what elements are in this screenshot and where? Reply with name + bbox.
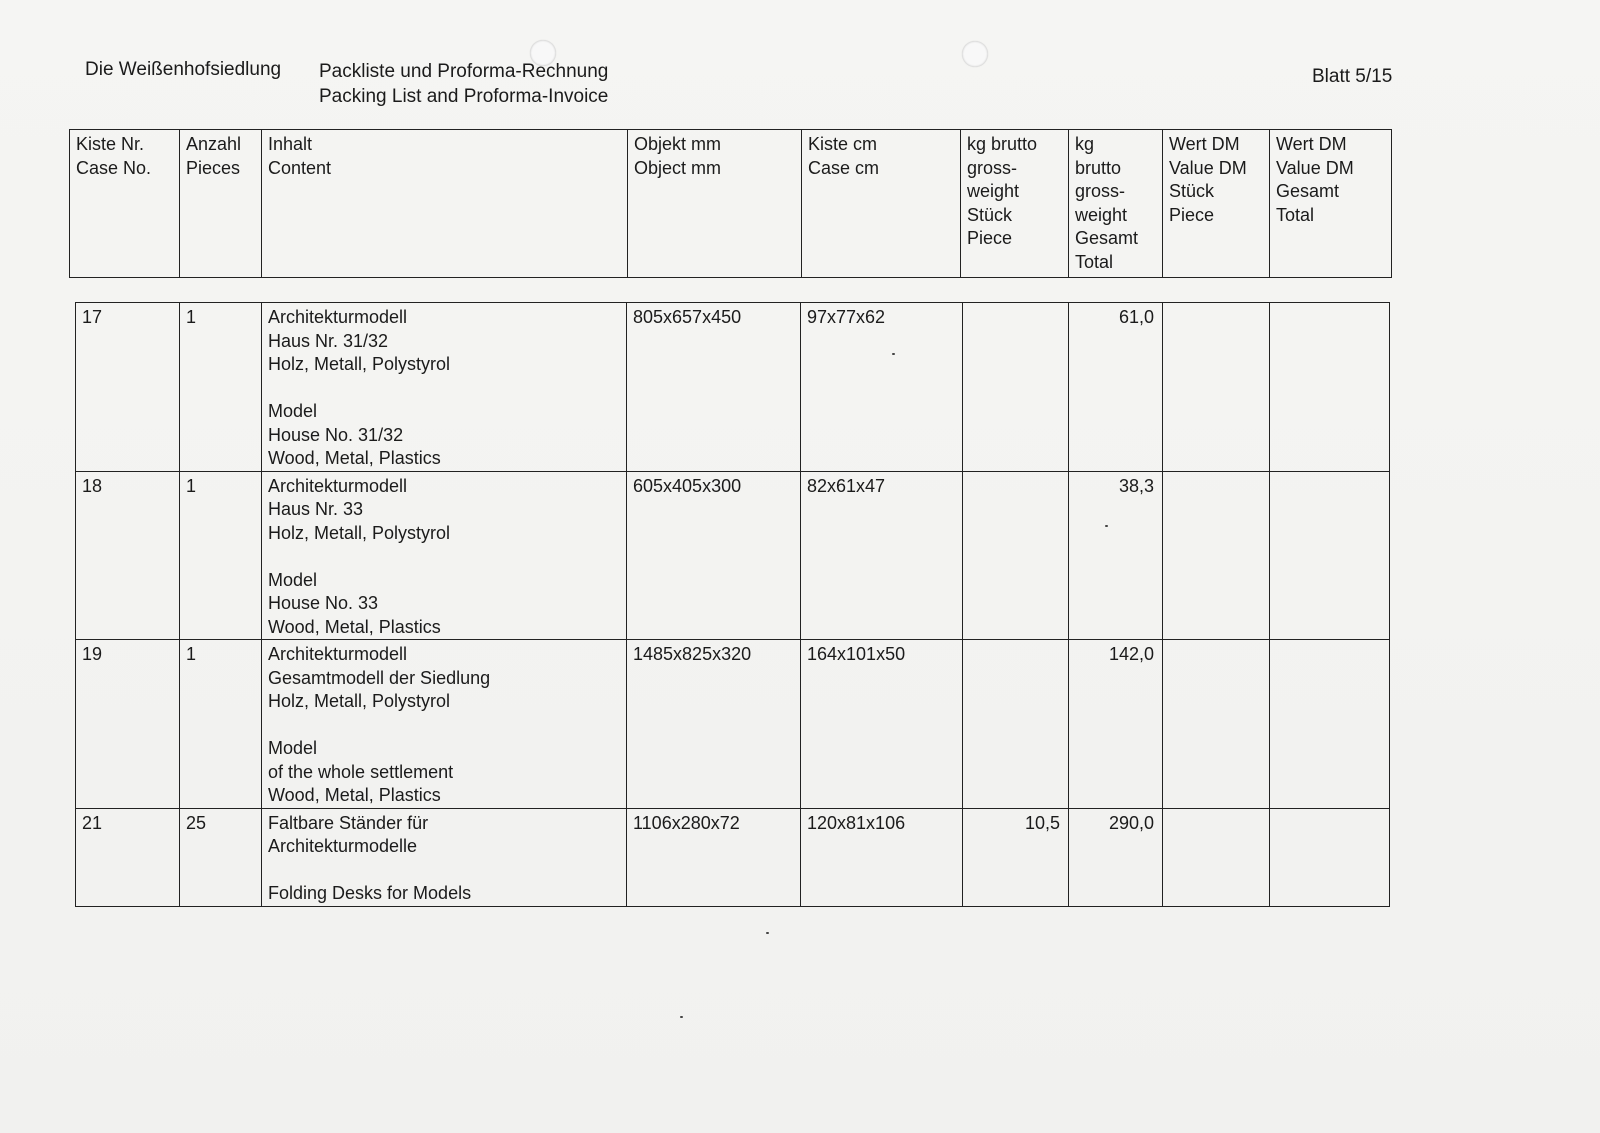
case-cm-cell: 164x101x50 [801, 640, 963, 809]
scan-speck [680, 1016, 683, 1018]
column-header-kg-total: kg brutto gross- weight Gesamt Total [1069, 130, 1163, 278]
case-no-cell: 17 [76, 303, 180, 472]
column-header-content: Inhalt Content [262, 130, 628, 278]
kg-total-cell: 61,0 [1069, 303, 1163, 472]
pieces-cell: 1 [180, 640, 262, 809]
punch-hole [962, 41, 988, 67]
value-piece-cell [1163, 471, 1270, 640]
object-mm-cell: 1106x280x72 [627, 808, 801, 906]
organization-name: Die Weißenhofsiedlung [85, 59, 282, 80]
value-total-cell [1270, 303, 1390, 472]
value-total-cell [1270, 640, 1390, 809]
case-cm-cell: 97x77x62 [801, 303, 963, 472]
table-row [76, 808, 1390, 906]
object-mm-cell: 805x657x450 [627, 303, 801, 472]
value-total-cell [1270, 471, 1390, 640]
value-piece-cell [1163, 303, 1270, 472]
column-header-row [70, 130, 1392, 278]
column-header-object-mm: Objekt mm Object mm [628, 130, 802, 278]
kg-piece-cell [963, 640, 1069, 809]
object-mm-cell: 1485x825x320 [627, 640, 801, 809]
document-title-en: Packing List and Proforma-Invoice [319, 86, 609, 107]
column-header-value-piece: Wert DM Value DM Stück Piece [1163, 130, 1270, 278]
pieces-cell: 1 [180, 303, 262, 472]
table-row [76, 640, 1390, 809]
packing-list-table [75, 302, 1390, 907]
pieces-cell: 25 [180, 808, 262, 906]
value-piece-cell [1163, 808, 1270, 906]
content-cell: Architekturmodell Haus Nr. 33 Holz, Metall, Polystyrol Model House No. 33 Wood, Metal, Plastics [262, 471, 627, 640]
kg-total-cell: 142,0 [1069, 640, 1163, 809]
content-cell: Architekturmodell Haus Nr. 31/32 Holz, Metall, Polystyrol Model House No. 31/32 Wood, Metal, Plastics [262, 303, 627, 472]
kg-total-cell: 290,0 [1069, 808, 1163, 906]
case-no-cell: 19 [76, 640, 180, 809]
column-header-case-cm: Kiste cm Case cm [802, 130, 961, 278]
kg-piece-cell: 10,5 [963, 808, 1069, 906]
kg-piece-cell [963, 471, 1069, 640]
column-header-case-no: Kiste Nr. Case No. [70, 130, 180, 278]
content-cell: Architekturmodell Gesamtmodell der Siedlung Holz, Metall, Polystyrol Model of the whole settlement Wood, Metal, Plastics [262, 640, 627, 809]
column-header-value-total: Wert DM Value DM Gesamt Total [1270, 130, 1392, 278]
table-row [76, 303, 1390, 472]
value-total-cell [1270, 808, 1390, 906]
case-no-cell: 18 [76, 471, 180, 640]
scan-speck [766, 932, 769, 934]
value-piece-cell [1163, 640, 1270, 809]
sheet-number: Blatt 5/15 [1312, 66, 1393, 87]
content-cell: Faltbare Ständer für Architekturmodelle Folding Desks for Models [262, 808, 627, 906]
column-header-pieces: Anzahl Pieces [180, 130, 262, 278]
kg-total-cell: 38,3 [1069, 471, 1163, 640]
pieces-cell: 1 [180, 471, 262, 640]
case-no-cell: 21 [76, 808, 180, 906]
column-header-table [69, 129, 1392, 278]
case-cm-cell: 120x81x106 [801, 808, 963, 906]
column-header-kg-piece: kg brutto gross- weight Stück Piece [961, 130, 1069, 278]
table-row [76, 471, 1390, 640]
object-mm-cell: 605x405x300 [627, 471, 801, 640]
case-cm-cell: 82x61x47 [801, 471, 963, 640]
document-title-de: Packliste und Proforma-Rechnung [319, 61, 609, 82]
kg-piece-cell [963, 303, 1069, 472]
